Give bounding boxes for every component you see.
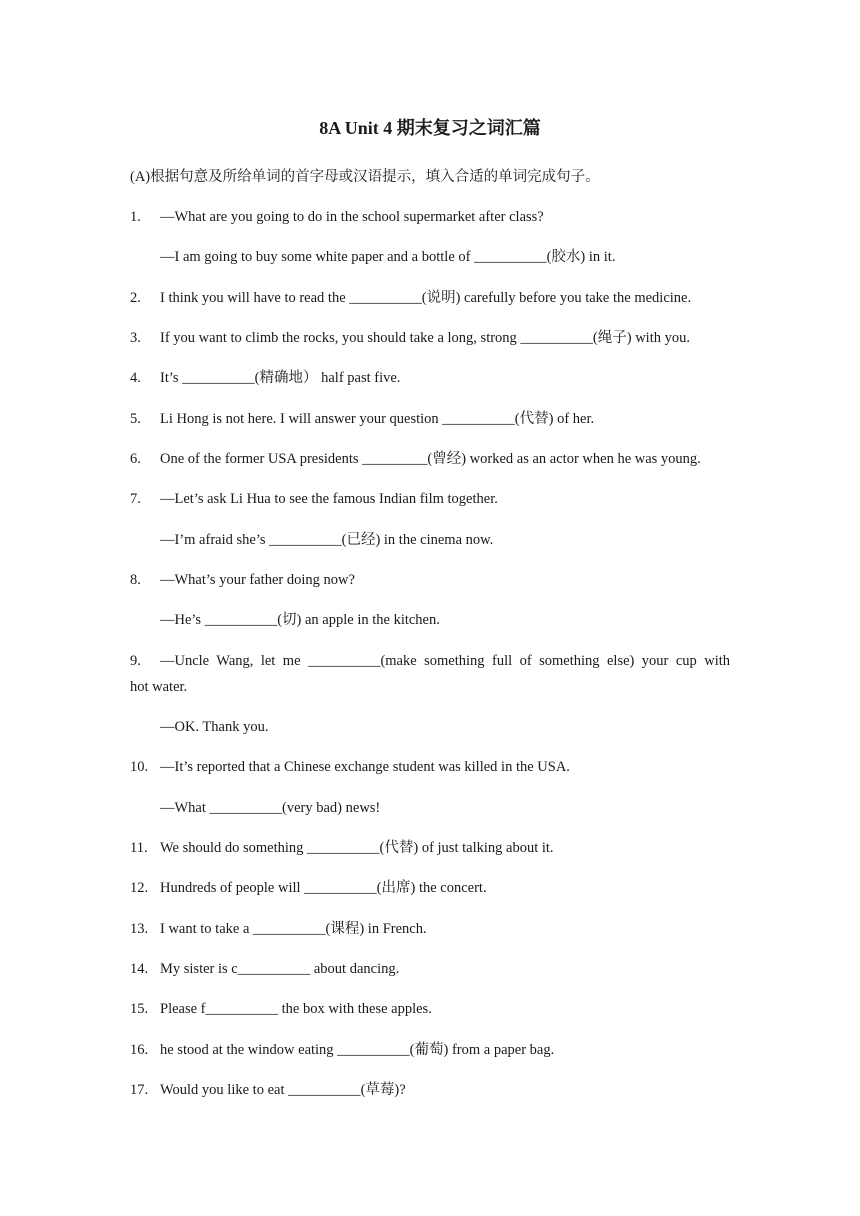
question-number: 12.	[130, 880, 149, 896]
question-number: 7.	[130, 491, 141, 507]
question-line: It’s __________(精确地） half past five.	[160, 370, 401, 386]
question-number: 11.	[130, 840, 148, 856]
question-line: Please f__________ the box with these apples.	[160, 1001, 432, 1017]
question-line: —Let’s ask Li Hua to see the famous Indian film together.	[160, 491, 498, 507]
question-line: —I am going to buy some white paper and a bottle of __________(胶水) in it.	[160, 249, 616, 265]
question-number: 15.	[130, 1001, 149, 1017]
question-line: My sister is c__________ about dancing.	[160, 961, 400, 977]
question-number: 3.	[130, 330, 141, 346]
question-line: —I’m afraid she’s __________(已经) in the cinema now.	[160, 532, 494, 548]
question-line: I think you will have to read the __________(说明) carefully before you take the medicine.	[160, 290, 692, 306]
question-line: Hundreds of people will __________(出席) the concert.	[160, 880, 487, 896]
question-number: 1.	[130, 209, 141, 225]
page-title: 8A Unit 4 期末复习之词汇篇	[319, 118, 541, 138]
question-line: One of the former USA presidents _________(曾经) worked as an actor when he was young.	[160, 451, 701, 467]
question-line: —What’s your father doing now?	[160, 572, 355, 588]
question-number: 8.	[130, 572, 141, 588]
question-number: 6.	[130, 451, 141, 467]
question-line: hot water.	[130, 679, 188, 695]
question-line: —Uncle Wang, let me __________(make something full of something else) your cup with	[160, 653, 730, 669]
question-number: 9.	[130, 653, 141, 669]
question-line: Would you like to eat __________(草莓)?	[160, 1082, 406, 1098]
question-line: I want to take a __________(课程) in French.	[160, 921, 427, 937]
question-line: —It’s reported that a Chinese exchange student was killed in the USA.	[160, 759, 570, 775]
question-number: 2.	[130, 290, 141, 306]
question-line: —What are you going to do in the school supermarket after class?	[160, 209, 544, 225]
question-line: We should do something __________(代替) of just talking about it.	[160, 840, 554, 856]
question-number: 17.	[130, 1082, 149, 1098]
instruction-text: (A)根据句意及所给单词的首字母或汉语提示，填入合适的单词完成句子。	[130, 169, 600, 185]
question-line: If you want to climb the rocks, you should take a long, strong __________(绳子) with you.	[160, 330, 690, 346]
question-number: 13.	[130, 921, 149, 937]
question-line: Li Hong is not here. I will answer your question __________(代替) of her.	[160, 411, 595, 427]
question-line: —OK. Thank you.	[160, 719, 269, 735]
question-line: —What __________(very bad) news!	[160, 800, 381, 816]
question-number: 5.	[130, 411, 141, 427]
question-number: 16.	[130, 1042, 149, 1058]
question-number: 10.	[130, 759, 149, 775]
question-number: 4.	[130, 370, 141, 386]
question-line: he stood at the window eating __________(葡萄) from a paper bag.	[160, 1042, 555, 1058]
question-number: 14.	[130, 961, 149, 977]
question-line: —He’s __________(切) an apple in the kitchen.	[160, 612, 440, 628]
